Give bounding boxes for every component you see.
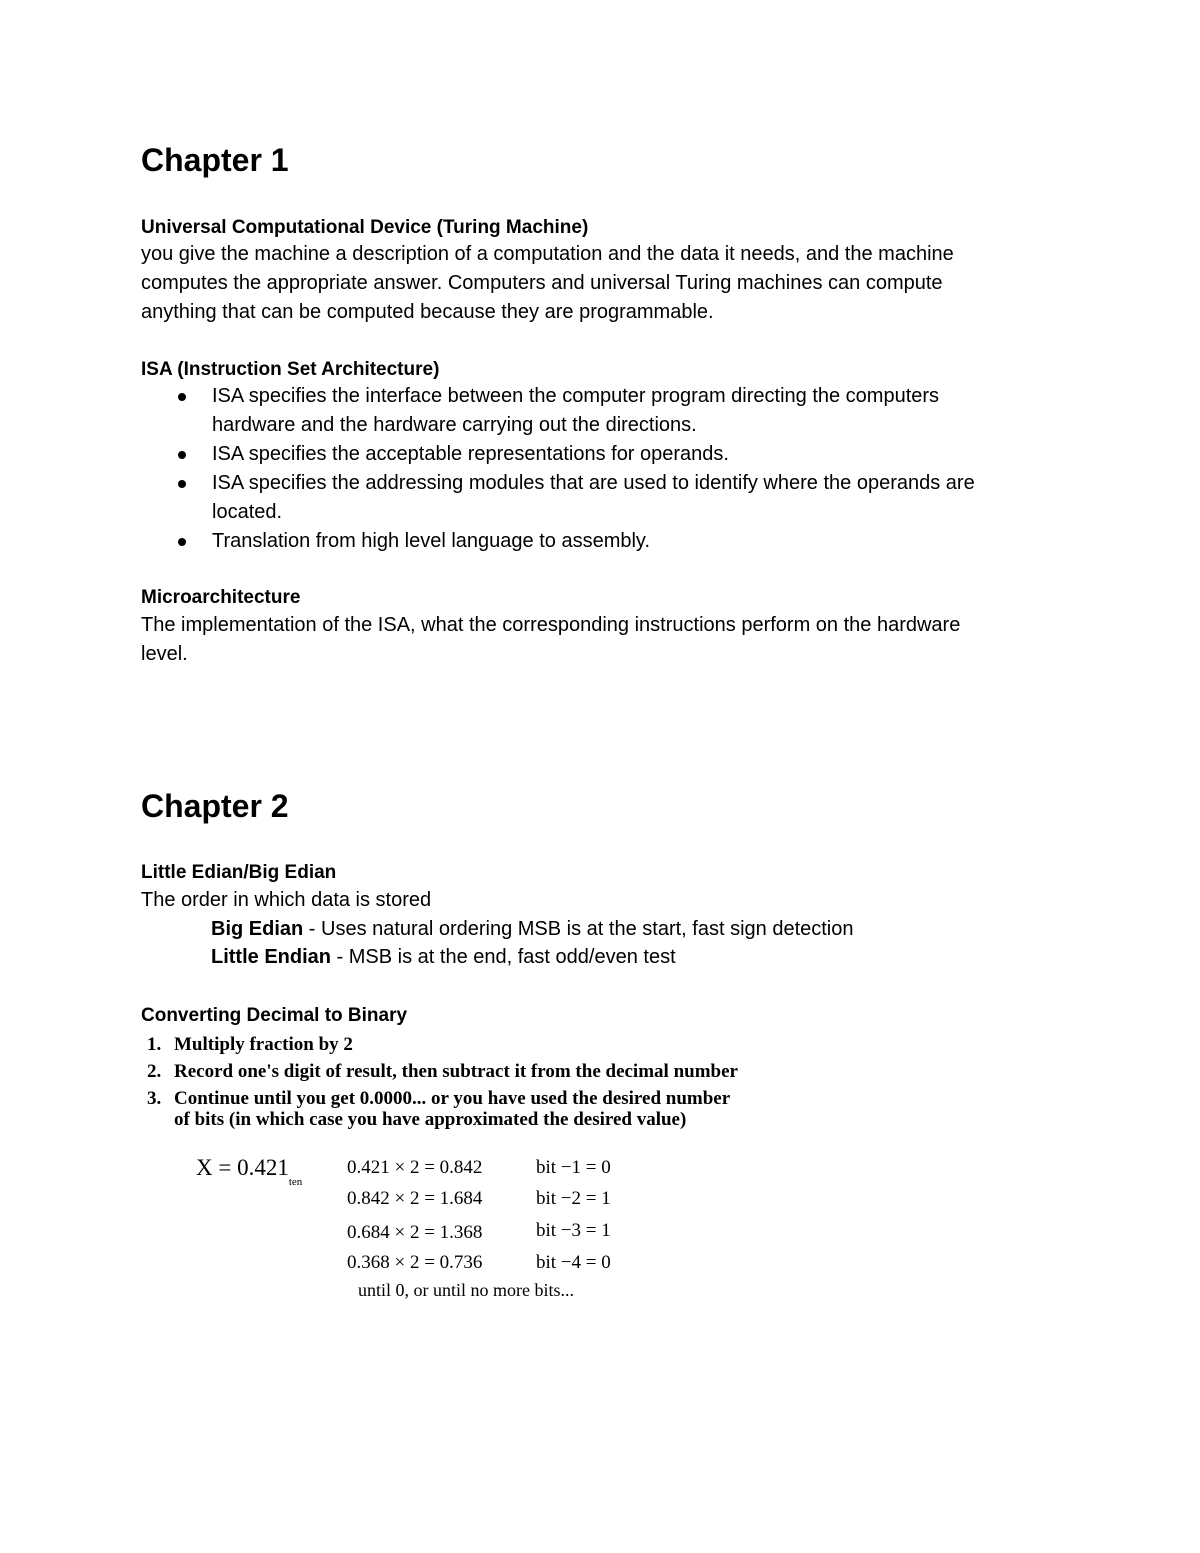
step-1-text: Multiply fraction by 2 (174, 1034, 353, 1055)
step-3-num: 3. (147, 1088, 162, 1109)
bullet-dot (178, 538, 186, 546)
endian-intro: The order in which data is stored (141, 889, 432, 911)
bullet-dot (178, 393, 186, 401)
turing-line-1: you give the machine a description of a computation and the data it needs, and the machine (141, 243, 954, 265)
bit-row-2: bit −2 = 1 (536, 1188, 611, 1209)
turing-line-3: anything that can be computed because they are programmable. (141, 301, 714, 323)
step-2-text: Record one's digit of result, then subtract it from the decimal number (174, 1061, 738, 1082)
bit-row-3: bit −3 = 1 (536, 1220, 611, 1241)
microarch-line-2: level. (141, 643, 188, 665)
calc-row-3: 0.684 × 2 = 1.368 (347, 1222, 483, 1243)
step-3-text: Continue until you get 0.0000... or you have used the desired number (174, 1088, 731, 1109)
bullet-dot (178, 451, 186, 459)
turing-heading: Universal Computational Device (Turing Machine) (141, 217, 589, 238)
calc-row-2: 0.842 × 2 = 1.684 (347, 1188, 483, 1209)
bullet-dot (178, 480, 186, 488)
little-endian-line (211, 943, 676, 972)
microarch-line-1: The implementation of the ISA, what the corresponding instructions perform on the hardware (141, 614, 961, 636)
calc-row-4: 0.368 × 2 = 0.736 (347, 1252, 483, 1273)
step-3-text-cont: of bits (in which case you have approximated the desired value) (174, 1109, 687, 1130)
document-page: Chapter 1 Universal Computational Device (Turing Machine) you give the machine a description of a computation and the data it needs, and the machine computes the appropriate answer. Computers and universal Turing machines can compute anything that can be computed because they are programmable. ISA (Instruction Set Architecture) ISA specifies the interface between the computer program directing the computers hardware and the hardware carrying out the directions. ISA specifies the acceptable representations for operands. ISA specifies the addressing modules that are used to identify where the operands are located. Translation from high level language to assembly. Microarchitecture The implementation of the ISA, what the corresponding instructions perform on the hardware level. Chapter 2 Little Edian/Big Edian The order in which data is stored Big Edian - Uses natural ordering MSB is at the start, fast sign detection Little Endian - MSB is at the end, fast odd/even test Converting Decimal to Binary 1. Multiply fraction by 2 2. Record one's digit of result, then subtract it from the decimal number 3. Continue until you get 0.0000... or you have used the desired number of bits (in which case you have approximated the desired value) $X = 0.421_{ten}$ 0.421 × 2 = 0.842 bit −1 = 0 0.842 × 2 = 1.684 bit −2 = 1 0.684 × 2 = 1.368 bit −3 = 1 0.368 × 2 = 0.736 bit −4 = 0 until 0, or until no more bits... (141, 142, 975, 1300)
microarch-heading: Microarchitecture (141, 587, 301, 608)
chapter-1-title: Chapter 1 (141, 142, 289, 178)
bit-row-4: bit −4 = 0 (536, 1252, 611, 1273)
big-endian-line (211, 915, 854, 944)
example-footer: until 0, or until no more bits... (358, 1280, 574, 1300)
step-2-num: 2. (147, 1061, 162, 1082)
isa-heading: ISA (Instruction Set Architecture) (141, 359, 440, 380)
big-endian-term: Big Edian (211, 918, 304, 940)
little-endian-desc: - MSB is at the end, fast odd/even test (331, 946, 676, 968)
x-subscript: ten (288, 1175, 303, 1188)
chapter-2-title: Chapter 2 (141, 788, 289, 824)
bit-row-1: bit −1 = 0 (536, 1157, 611, 1178)
big-endian-desc: - Uses natural ordering MSB is at the start, fast sign detection (303, 918, 854, 940)
x-value: $X = 0.421_{ten}$ (196, 1155, 303, 1188)
little-endian-term: Little Endian (211, 946, 331, 968)
step-1-num: 1. (147, 1034, 162, 1055)
turing-line-2: computes the appropriate answer. Computers and universal Turing machines can compute (141, 272, 943, 294)
endian-heading: Little Edian/Big Edian (141, 862, 337, 883)
calc-row-1: 0.421 × 2 = 0.842 (347, 1157, 483, 1178)
conversion-heading: Converting Decimal to Binary (141, 1005, 408, 1026)
